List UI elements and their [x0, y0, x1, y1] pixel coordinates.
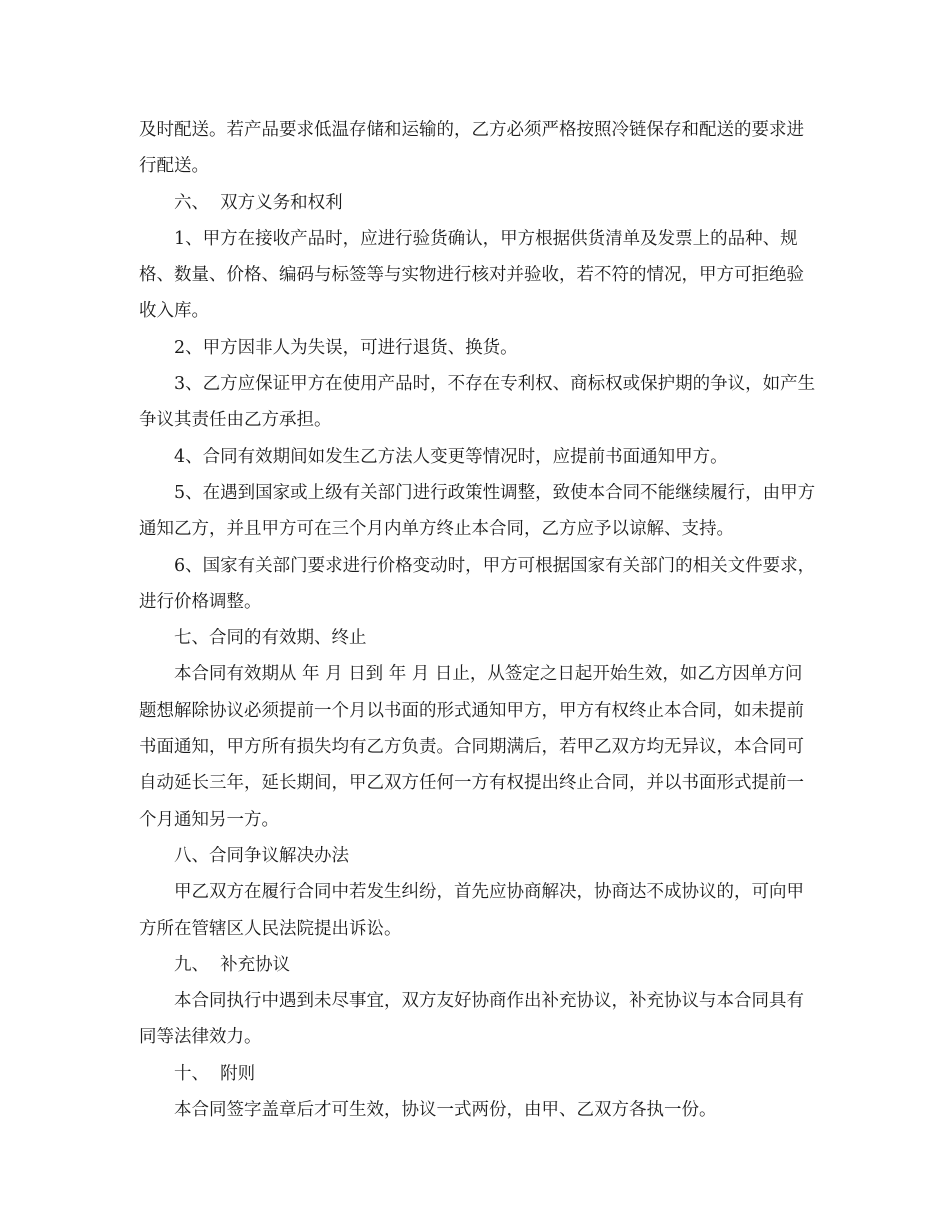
clause-term-termination: 本合同有效期从 年 月 日到 年 月 日止，从签定之日起开始生效，如乙方因单方问题想解除协议必须提前一个月以书面的形式通知甲方，甲方有权终止本合同，如未提前书面通知，甲方所有损失均有乙方负责。合同期满后，若甲乙双方均无异议，本合同可自动延长三年，延长期间，甲乙双方任何一方有权提出终止合同，并以书面形式提前一个月通知另一方。	[139, 664, 804, 830]
clause-signature-effect: 本合同签字盖章后才可生效，协议一式两份，由甲、乙双方各执一份。	[174, 1100, 717, 1121]
section-heading-term: 七、合同的有效期、终止	[174, 628, 367, 649]
contract-body	[139, 112, 819, 1128]
section-heading-obligations: 六、 双方义务和权利	[174, 192, 343, 213]
clause-inspection: 1、甲方在接收产品时，应进行验货确认，甲方根据供货清单及发票上的品种、规格、数量、价格、编码与标签等与实物进行核对并验收，若不符的情况，甲方可拒绝验收入库。	[139, 228, 804, 322]
clause-dispute-resolution: 甲乙双方在履行合同中若发生纠纷，首先应协商解决，协商达不成协议的，可向甲方所在管辖区人民法院提出诉讼。	[139, 882, 804, 939]
clause-price-change: 6、国家有关部门要求进行价格变动时，甲方可根据国家有关部门的相关文件要求，进行价格调整。	[139, 555, 816, 612]
section-heading-supplement: 九、 补充协议	[174, 954, 291, 975]
clause-returns: 2、甲方因非人为失误，可进行退货、换货。	[174, 337, 518, 358]
section-heading-disputes: 八、合同争议解决办法	[174, 845, 349, 866]
paragraph-delivery-continuation: 及时配送。若产品要求低温存储和运输的，乙方必须严格按照冷链保存和配送的要求进行配送。	[139, 120, 804, 177]
clause-policy-adjustment: 5、在遇到国家或上级有关部门进行政策性调整，致使本合同不能继续履行，由甲方通知乙方，并且甲方可在三个月内单方终止本合同，乙方应予以谅解、支持。	[139, 482, 816, 540]
clause-legal-rep-change: 4、合同有效期间如发生乙方法人变更等情况时，应提前书面通知甲方。	[174, 446, 728, 467]
section-heading-supplementary-provisions: 十、 附则	[174, 1063, 256, 1084]
clause-patent-disputes: 3、乙方应保证甲方在使用产品时，不存在专利权、商标权或保护期的争议，如产生争议其责任由乙方承担。	[139, 374, 816, 431]
clause-supplement: 本合同执行中遇到未尽事宜，双方友好协商作出补充协议，补充协议与本合同具有同等法律效力。	[139, 991, 804, 1048]
